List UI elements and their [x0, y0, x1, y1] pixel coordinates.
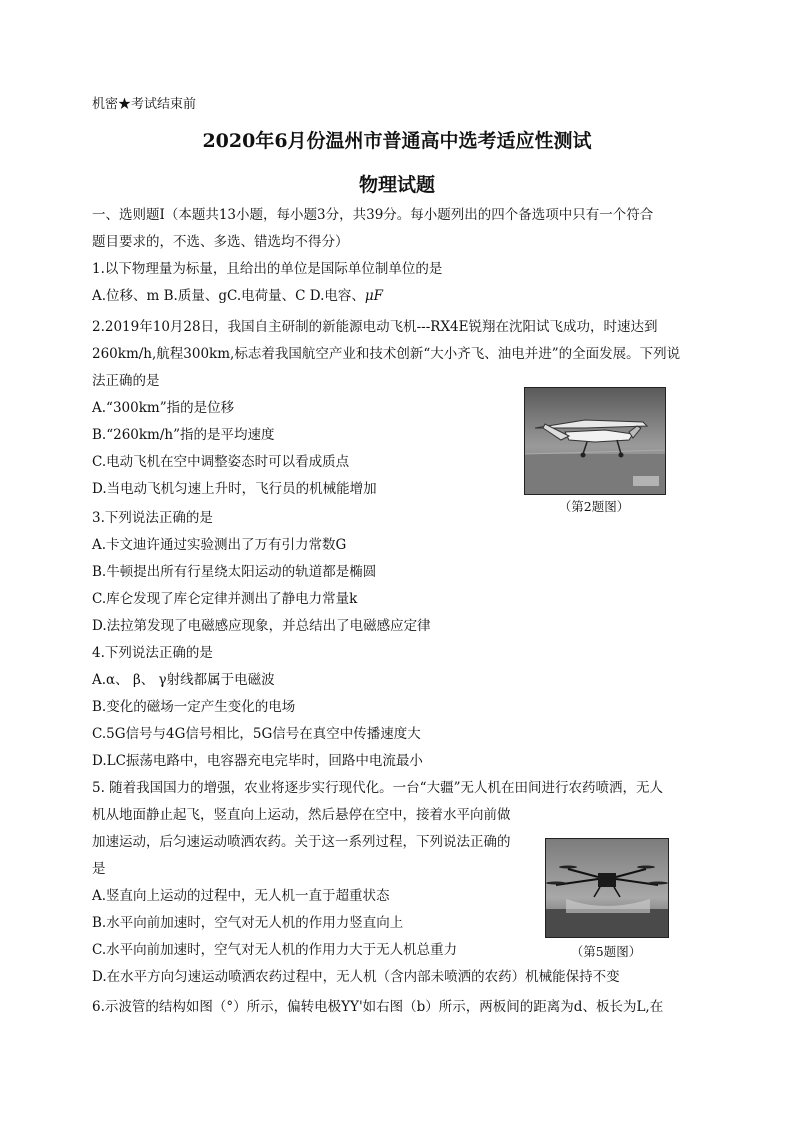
- question-5-line1: 5. 随着我国国力的增强，农业将逐步实行现代化。一台“大疆”无人机在田间进行农药喷洒，无人: [92, 780, 663, 796]
- electric-plane-photo: [524, 387, 666, 495]
- exam-subtitle: 物理试题: [358, 174, 435, 196]
- question-5-option-c: C.水平向前加速时，空气对无人机的作用力大于无人机总重力: [92, 942, 458, 958]
- question-5-line4: 是: [92, 861, 106, 877]
- airplane-illustration: [525, 388, 665, 494]
- unit-symbol: μF: [364, 288, 384, 304]
- drone-photo: [545, 838, 669, 938]
- question-5-option-b: B.水平向前加速时，空气对无人机的作用力竖直向上: [92, 915, 404, 931]
- question-3-option-d: D.法拉第发现了电磁感应现象，并总结出了电磁感应定律: [92, 618, 431, 634]
- question-2-line1: 2.2019年10月28日，我国自主研制的新能源电动飞机---RX4E锐翔在沈阳试飞成功，时速达到: [92, 319, 658, 335]
- question-2-option-b: B.“260km/h”指的是平均速度: [92, 427, 275, 443]
- question-6-line1: 6.示波管的结构如图（°）所示，偏转电极YY'如右图（b）所示，两板间的距离为d、板长为L,在: [92, 999, 664, 1015]
- question-1-options-text: A.位移、m B.质量、gC.电荷量、C D.电容、: [92, 288, 365, 304]
- question-4-option-a: A.α、 β、 γ射线都属于电磁波: [92, 672, 275, 688]
- question-3-option-b: B.牛顿提出所有行星绕太阳运动的轨道都是椭圆: [92, 564, 377, 580]
- figure-2-caption: （第2题图）: [558, 499, 630, 514]
- exam-title: 2020年6月份温州市普通高中选考适应性测试: [202, 130, 592, 152]
- question-2-option-d: D.当电动飞机匀速上升时，飞行员的机械能增加: [92, 481, 377, 497]
- question-4-option-b: B.变化的磁场一定产生变化的电场: [92, 699, 296, 715]
- question-5-line2: 机从地面静止起飞，竖直向上运动，然后悬停在空中，接着水平向前做: [92, 807, 511, 823]
- drone-illustration: [546, 839, 668, 937]
- figure-5-caption: （第5题图）: [570, 944, 642, 959]
- question-2-option-a: A.“300km”指的是位移: [92, 400, 235, 416]
- question-3-option-c: C.库仑发现了库仑定律并测出了静电力常量k: [92, 591, 358, 607]
- question-2-line2: 260km/h,航程300km,标志着我国航空产业和技术创新“大小齐飞、油电并进”的全面发展。下列说: [92, 346, 681, 362]
- question-2-option-c: C.电动飞机在空中调整姿态时可以看成质点: [92, 454, 350, 470]
- question-2-line3: 法正确的是: [92, 373, 160, 389]
- question-5-option-d: D.在水平方向匀速运动喷洒农药过程中，无人机（含内部未喷洒的农药）机械能保持不变: [92, 969, 620, 985]
- section-instructions-line1: 一、选则题Ⅰ（本题共13小题，每小题3分，共39分。每小题列出的四个备选项中只有一个符合: [92, 207, 654, 223]
- question-1-stem: 1.以下物理量为标量，且给出的单位是国际单位制单位的是: [92, 261, 443, 277]
- question-4-stem: 4.下列说法正确的是: [92, 645, 213, 661]
- question-5-option-a: A.竖直向上运动的过程中，无人机一直于超重状态: [92, 888, 390, 904]
- question-1-options: [92, 287, 383, 305]
- confidential-label: 机密★考试结束前: [92, 97, 197, 112]
- question-3-option-a: A.卡文迪许通过实验测出了万有引力常数G: [92, 537, 347, 553]
- question-4-option-d: D.LC振荡电路中，电容器充电完毕时，回路中电流最小: [92, 753, 423, 769]
- question-4-option-c: C.5G信号与4G信号相比，5G信号在真空中传播速度大: [92, 726, 421, 742]
- question-5-line3: 加速运动，后匀速运动喷洒农药。关于这一系列过程，下列说法正确的: [92, 834, 511, 850]
- question-3-stem: 3.下列说法正确的是: [92, 510, 213, 526]
- section-instructions-line2: 题目要求的，不选、多选、错选均不得分）: [92, 234, 349, 250]
